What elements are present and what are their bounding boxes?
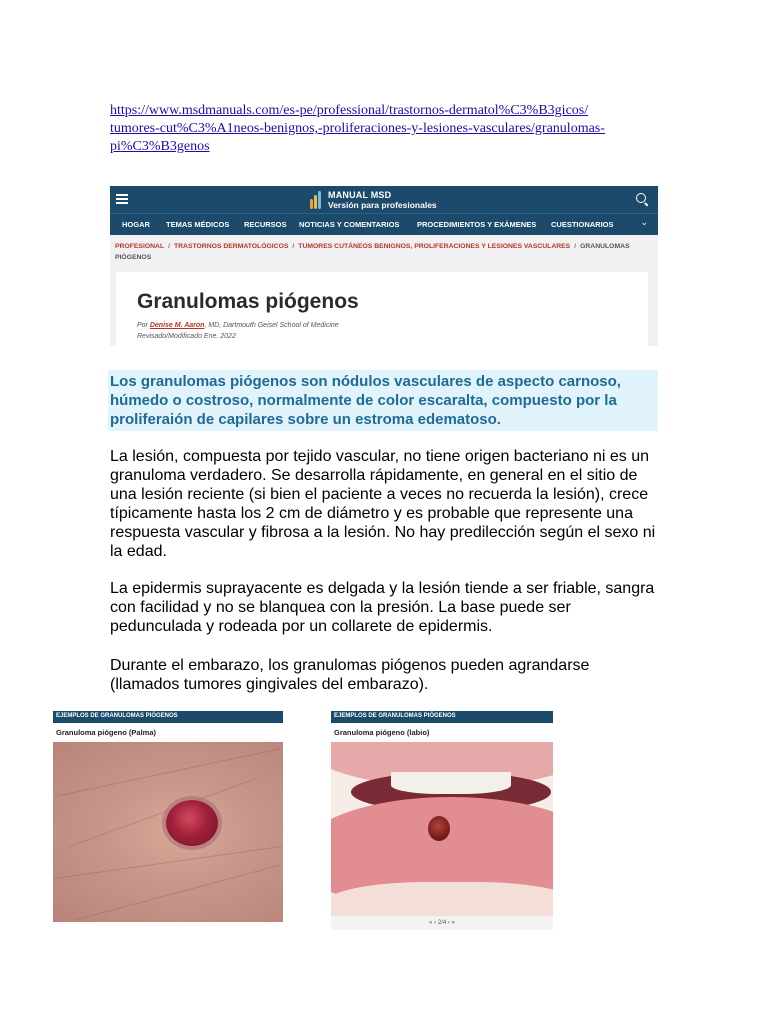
lead-paragraph: Los granulomas piógenos son nódulos vasculares de aspecto carnoso, húmedo o costroso, normalmente de color escaralta, compuesto por la proliferaión de capilares sobre un estroma edematoso. — [108, 370, 658, 431]
granuloma-lesion — [428, 816, 450, 841]
author-prefix: Por — [137, 322, 150, 329]
body-paragraph-2: La epidermis suprayacente es delgada y la lesión tiende a ser friable, sangra con facilidad y no se blanquea con la presión. La base puede ser pedunculada y rodeada por un collarete de epidermis. — [110, 580, 655, 635]
image-pager[interactable]: « ‹ 2/4 › » — [331, 916, 553, 930]
nav-item-cuestionarios[interactable]: CUESTIONARIOS — [551, 220, 614, 229]
lip-lesion-photo — [331, 742, 553, 916]
breadcrumb-separator: / — [168, 243, 170, 250]
panel-header: EJEMPLOS DE GRANULOMAS PIÓGENOS — [331, 711, 553, 723]
nav-item-noticias[interactable]: NOTICIAS Y COMENTARIOS — [299, 220, 400, 229]
main-nav — [110, 213, 658, 235]
hamburger-menu-icon[interactable] — [116, 194, 128, 204]
panel-caption: Granuloma piógeno (labio) — [331, 723, 553, 742]
logo-title: MANUAL MSD — [328, 190, 392, 200]
breadcrumb-trastornos[interactable]: TRASTORNOS DERMATOLÓGICOS — [173, 243, 289, 250]
url-line-3[interactable]: pi%C3%B3genos — [110, 139, 210, 154]
nav-item-recursos[interactable]: RECURSOS — [244, 220, 287, 229]
chevron-down-icon[interactable]: ⌄ — [640, 217, 648, 227]
breadcrumb-separator: / — [574, 243, 577, 250]
nav-item-temas-medicos[interactable]: TEMAS MÉDICOS — [166, 220, 230, 229]
palm-lesion-photo — [53, 742, 283, 922]
breadcrumb-separator: / — [292, 243, 295, 250]
logo-subtitle: Versión para profesionales — [328, 200, 437, 210]
nav-item-procedimientos[interactable]: PROCEDIMIENTOS Y EXÁMENES — [417, 220, 537, 229]
panel-header: EJEMPLOS DE GRANULOMAS PIÓGENOS — [53, 711, 283, 723]
breadcrumb — [115, 241, 650, 263]
msd-page-screenshot — [110, 186, 658, 346]
site-header — [110, 186, 658, 213]
revised-date: Revisado/Modificado Ene. 2022 — [137, 333, 236, 340]
nav-item-hogar[interactable]: HOGAR — [122, 220, 150, 229]
panel-caption: Granuloma piógeno (Palma) — [53, 723, 283, 742]
body-paragraph-3: Durante el embarazo, los granulomas piógenos pueden agrandarse (llamados tumores gingivales del embarazo). — [110, 657, 590, 693]
granuloma-lesion — [166, 800, 218, 846]
author-affiliation: , MD, Dartmouth Geisel School of Medicine — [204, 322, 339, 329]
page-title: Granulomas piógenos — [137, 290, 359, 313]
author-link[interactable]: Denise M. Aaron — [149, 322, 205, 329]
article-header-card — [116, 272, 648, 346]
url-line-1[interactable]: https://www.msdmanuals.com/es-pe/professional/trastornos-dermatol%C3%B3gicos/ — [110, 103, 589, 118]
image-panel-lip — [331, 711, 553, 930]
search-icon[interactable] — [636, 193, 646, 203]
msd-logo-mark-icon — [310, 191, 324, 209]
url-line-2[interactable]: tumores-cut%C3%A1neos-benignos,-proliferaciones-y-lesiones-vasculares/granulomas- — [110, 121, 605, 136]
author-line — [137, 322, 339, 329]
breadcrumb-current: GRANULOMAS PIÓGENOS — [115, 243, 630, 261]
breadcrumb-profesional[interactable]: PROFESIONAL — [115, 243, 165, 250]
breadcrumb-tumores[interactable]: TUMORES CUTÁNEOS BENIGNOS, PROLIFERACIONES Y LESIONES VASCULARES — [298, 243, 571, 250]
source-url-link[interactable] — [110, 102, 670, 156]
image-panel-palm — [53, 711, 283, 922]
body-paragraph-1: La lesión, compuesta por tejido vascular, no tiene origen bacteriano ni es un granuloma verdadero. Se desarrolla rápidamente, en general en el sitio de una lesión reciente (si bien el paciente a veces no recuerda la lesión), crece típicamente hasta los 2 cm de diámetro y es probable que represente una respuesta vascular y fibrosa a la lesión. No hay predilección según el sexo ni la edad. — [110, 448, 656, 560]
